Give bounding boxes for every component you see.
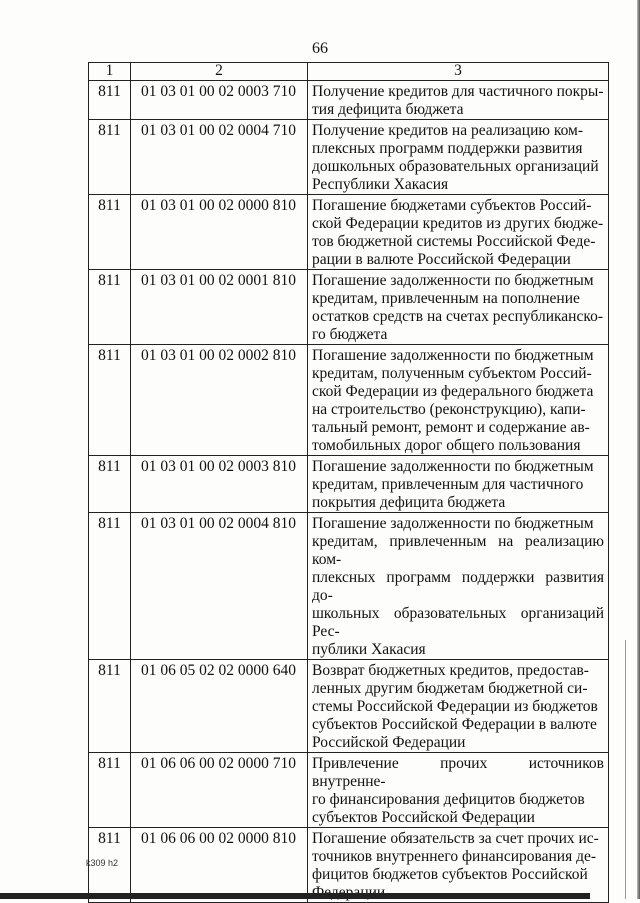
- description-line: тов бюджетной системы Российской Феде-: [312, 233, 596, 250]
- description-line: Погашение задолженности по бюджетным: [312, 458, 594, 475]
- description-line: ленных другим бюджетам бюджетной си-: [312, 680, 588, 697]
- table-row: [89, 513, 609, 660]
- description-line: Погашение обязательств за счет прочих ис-: [312, 830, 599, 847]
- classification-code-cell: 01 03 01 00 02 0004 710: [131, 120, 308, 195]
- classification-code-cell: 01 03 01 00 02 0001 810: [131, 270, 308, 345]
- description-line: на строительство (реконструкцию), капи-: [312, 401, 586, 418]
- description-line: го финансирования дефицитов бюджетов: [312, 791, 585, 808]
- classification-code-cell: 01 03 01 00 02 0002 810: [131, 345, 308, 456]
- description-line: стемы Российской Федерации из бюджетов: [312, 698, 598, 715]
- description-line: тия дефицита бюджета: [312, 101, 464, 118]
- admin-code-cell: 811: [89, 81, 131, 120]
- table-row: [89, 828, 609, 903]
- table-row: [89, 345, 609, 456]
- description-cell: [308, 513, 609, 660]
- table-header-row: [89, 63, 609, 81]
- description-line: субъектов Российской Федерации: [312, 809, 535, 826]
- description-cell: [308, 81, 609, 120]
- description-line: Получение кредитов на реализацию ком-: [312, 122, 584, 139]
- classification-code-cell: 01 03 01 00 02 0000 810: [131, 195, 308, 270]
- table-row: [89, 120, 609, 195]
- column-header-1: 1: [89, 63, 131, 81]
- admin-code-cell: 811: [89, 345, 131, 456]
- description-line: субъектов Российской Федерации в валюте: [312, 716, 597, 733]
- scan-bottom-bar: [0, 893, 590, 899]
- description-line: Получение кредитов для частичного покры-: [312, 83, 604, 100]
- admin-code-cell: 811: [89, 753, 131, 828]
- classification-code-cell: 01 06 06 00 02 0000 710: [131, 753, 308, 828]
- description-cell: [308, 753, 609, 828]
- admin-code-cell: 811: [89, 120, 131, 195]
- description-line: Погашение бюджетами субъектов Россий-: [312, 197, 592, 214]
- classification-code-cell: 01 03 01 00 02 0003 810: [131, 456, 308, 513]
- page-number: 66: [312, 40, 328, 57]
- description-line: Погашение задолженности по бюджетным: [312, 347, 594, 364]
- admin-code-cell: 811: [89, 828, 131, 903]
- description-line: ской Федерации из федерального бюджета: [312, 383, 594, 400]
- table-row: [89, 456, 609, 513]
- classification-code-cell: 01 06 05 02 02 0000 640: [131, 660, 308, 753]
- table-body: [89, 81, 609, 903]
- description-cell: [308, 195, 609, 270]
- admin-code-cell: 811: [89, 660, 131, 753]
- admin-code-cell: 811: [89, 456, 131, 513]
- admin-code-cell: 811: [89, 513, 131, 660]
- description-line: Погашение задолженности по бюджетным: [312, 515, 594, 532]
- scan-edge-line: [625, 640, 626, 899]
- description-line: остатков средств на счетах республиканско-: [312, 308, 603, 325]
- description-line: плексных программ поддержки развития до-: [312, 569, 604, 604]
- description-cell: [308, 120, 609, 195]
- description-line: тальный ремонт, ремонт и содержание ав-: [312, 419, 590, 436]
- description-line: дошкольных образовательных организаций: [312, 158, 599, 175]
- classification-code-cell: 01 03 01 00 02 0003 710: [131, 81, 308, 120]
- table-row: [89, 270, 609, 345]
- admin-code-cell: 811: [89, 270, 131, 345]
- classification-code-cell: 01 06 06 00 02 0000 810: [131, 828, 308, 903]
- budget-classification-table: [88, 62, 609, 903]
- description-line: покрытия дефицита бюджета: [312, 494, 506, 511]
- description-line: кредитам, полученным субъектом Россий-: [312, 365, 592, 382]
- description-line: рации в валюте Российской Федерации: [312, 251, 571, 268]
- description-line: точников внутреннего финансирования де-: [312, 848, 597, 865]
- table-row: [89, 753, 609, 828]
- description-cell: [308, 345, 609, 456]
- column-header-3: 3: [308, 63, 609, 81]
- description-cell: [308, 828, 609, 903]
- description-line: школьных образовательных организаций Рес-: [312, 605, 604, 640]
- description-line: Республики Хакасия: [312, 176, 449, 193]
- description-line: публики Хакасия: [312, 641, 426, 658]
- description-line: Российской Федерации: [312, 734, 466, 751]
- description-line: Погашение задолженности по бюджетным: [312, 272, 594, 289]
- description-line: го бюджета: [312, 326, 388, 343]
- description-cell: [308, 270, 609, 345]
- table-row: [89, 660, 609, 753]
- description-line: Возврат бюджетных кредитов, предостав-: [312, 662, 589, 679]
- description-line: фицитов бюджетов субъектов Российской: [312, 866, 588, 883]
- description-line: плексных программ поддержки развития: [312, 140, 583, 157]
- table-row: [89, 81, 609, 120]
- description-line: кредитам, привлеченным на пополнение: [312, 290, 580, 307]
- description-line: кредитам, привлеченным для частичного: [312, 476, 584, 493]
- description-line: томобильных дорог общего пользования: [312, 437, 581, 454]
- admin-code-cell: 811: [89, 195, 131, 270]
- classification-code-cell: 01 03 01 00 02 0004 810: [131, 513, 308, 660]
- description-line: Привлечение прочих источников внутренне-: [312, 755, 604, 790]
- table-row: [89, 195, 609, 270]
- description-line: ской Федерации кредитов из других бюдже-: [312, 215, 604, 232]
- footer-note: k309 h2: [86, 858, 119, 868]
- description-cell: [308, 456, 609, 513]
- description-line: кредитам, привлеченным на реализацию ком-: [312, 533, 604, 568]
- column-header-2: 2: [131, 63, 308, 81]
- description-cell: [308, 660, 609, 753]
